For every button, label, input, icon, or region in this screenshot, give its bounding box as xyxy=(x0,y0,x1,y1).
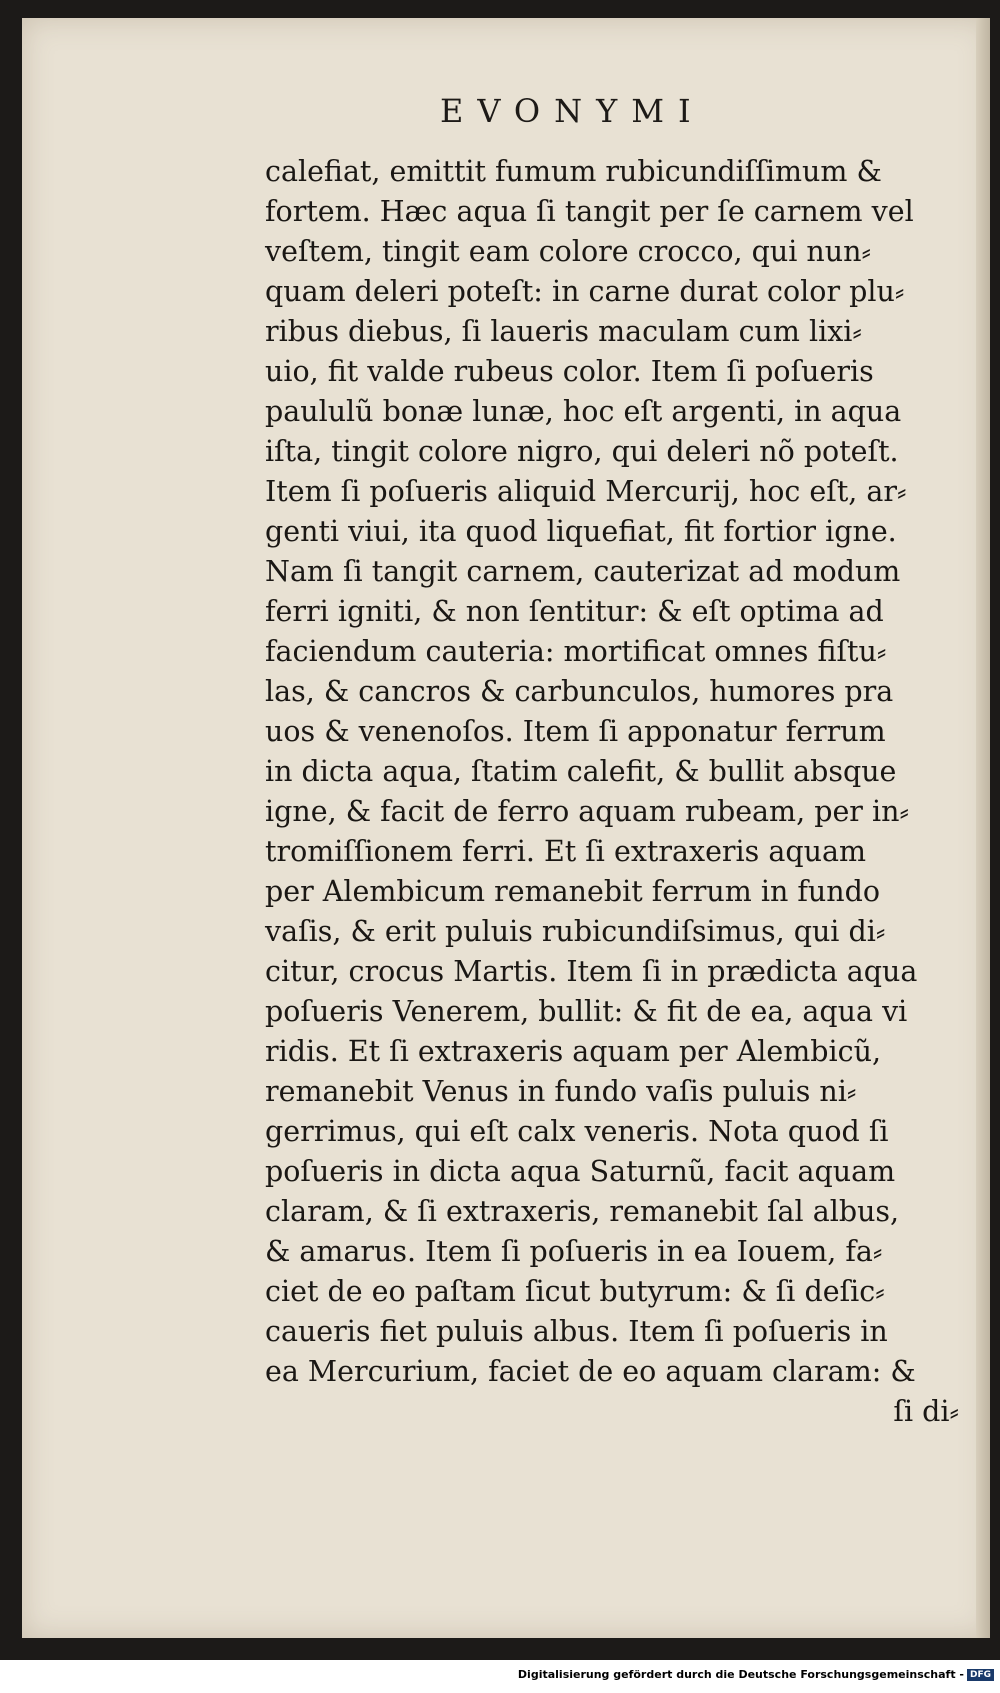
body-text xyxy=(265,152,965,1432)
text-line: citur, crocus Martis. Item ſi in prædicta aqua xyxy=(265,955,918,988)
text-line: fortem. Hæc aqua ſi tangit per ſe carnem vel xyxy=(265,195,914,228)
text-line: Item ſi poſueris aliquid Mercurij, hoc eſt, ar⸗ xyxy=(265,475,907,508)
text-line: veſtem, tingit eam colore crocco, qui nun⸗ xyxy=(265,235,871,268)
text-line: poſueris in dicta aqua Saturnũ, facit aquam xyxy=(265,1155,896,1188)
text-line: claram, & ſi extraxeris, remanebit ſal albus, xyxy=(265,1195,900,1228)
text-line: tromiſſionem ferri. Et ſi extraxeris aquam xyxy=(265,835,866,868)
page-edge xyxy=(976,18,990,1638)
catchword: ſi di⸗ xyxy=(893,1395,959,1428)
text-line: ciet de eo paſtam ſicut butyrum: & ſi deſic⸗ xyxy=(265,1275,885,1308)
text-line: paululũ bonæ lunæ, hoc eſt argenti, in aqua xyxy=(265,395,902,428)
text-line: faciendum cauteria: mortificat omnes fiſtu⸗ xyxy=(265,635,887,668)
text-line: ea Mercurium, faciet de eo aquam claram: & xyxy=(265,1355,916,1388)
dfg-logo: DFG xyxy=(967,1669,994,1681)
running-head: EVONYMI xyxy=(440,92,705,130)
text-line: & amarus. Item ſi poſueris in ea Iouem, fa⸗ xyxy=(265,1235,883,1268)
text-line: caueris fiet puluis albus. Item ſi poſueris in xyxy=(265,1315,888,1348)
text-line: ribus diebus, ſi laueris maculam cum lixi⸗ xyxy=(265,315,862,348)
digitization-footer xyxy=(0,1668,994,1681)
text-line: poſueris Venerem, bullit: & fit de ea, aqua vi xyxy=(265,995,908,1028)
text-line: calefiat, emittit fumum rubicundiſſimum & xyxy=(265,155,882,188)
text-line: in dicta aqua, ſtatim calefit, & bullit absque xyxy=(265,755,897,788)
text-line: ridis. Et ſi extraxeris aquam per Alembicũ, xyxy=(265,1035,882,1068)
text-line: remanebit Venus in fundo vaſis puluis ni⸗ xyxy=(265,1075,857,1108)
text-line: iſta, tingit colore nigro, qui deleri nõ poteſt. xyxy=(265,435,899,468)
text-line: gerrimus, qui eſt calx veneris. Nota quod ſi xyxy=(265,1115,889,1148)
text-line: genti viui, ita quod liquefiat, fit fortior igne. xyxy=(265,515,897,548)
text-line: uos & venenoſos. Item ſi apponatur ferrum xyxy=(265,715,886,748)
text-line: per Alembicum remanebit ferrum in fundo xyxy=(265,875,881,908)
text-line: igne, & facit de ferro aquam rubeam, per in⸗ xyxy=(265,795,909,828)
text-line: quam deleri poteſt: in carne durat color plu⸗ xyxy=(265,275,905,308)
text-line: las, & cancros & carbunculos, humores pra xyxy=(265,675,894,708)
text-line: vaſis, & erit puluis rubicundiſsimus, qui di⸗ xyxy=(265,915,886,948)
text-line: uio, fit valde rubeus color. Item ſi poſueris xyxy=(265,355,874,388)
text-line: Nam ſi tangit carnem, cauterizat ad modum xyxy=(265,555,901,588)
text-line: ferri igniti, & non ſentitur: & eſt optima ad xyxy=(265,595,884,628)
footer-text: Digitalisierung gefördert durch die Deutsche Forschungsgemeinschaft - xyxy=(517,1668,964,1681)
